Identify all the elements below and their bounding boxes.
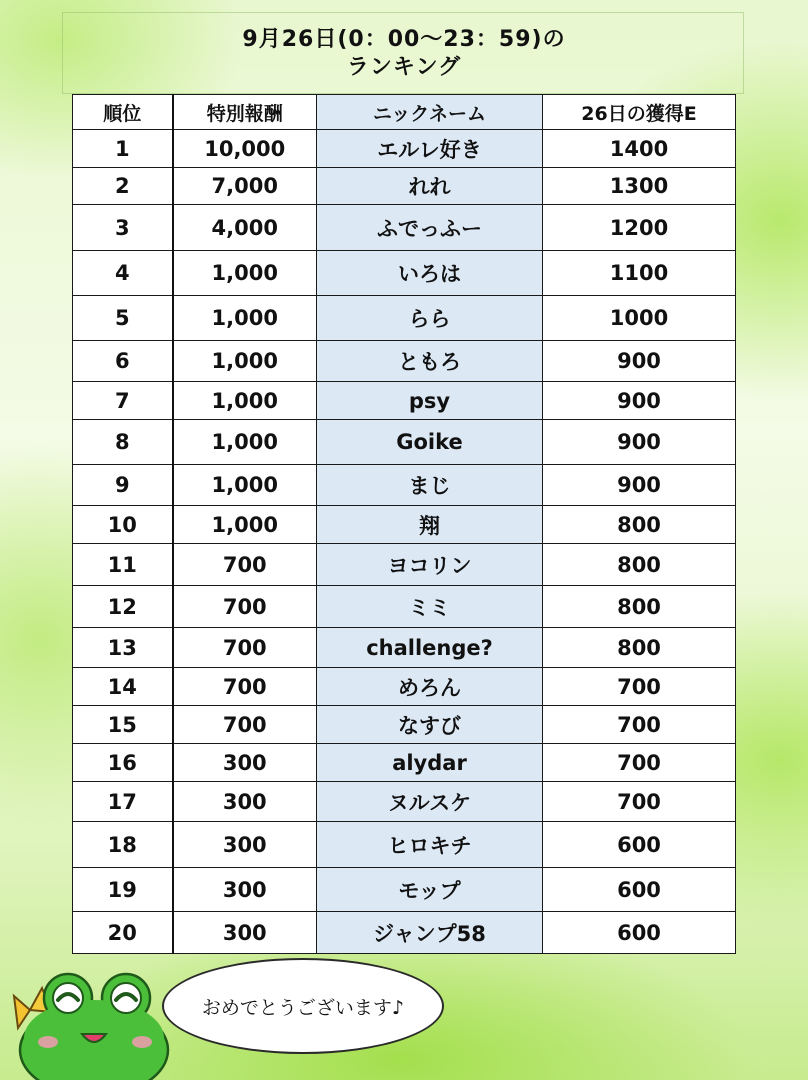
nickname-cell: ヌルスケ <box>317 782 543 822</box>
rank-cell: 13 <box>73 628 173 668</box>
frog-mascot-icon <box>8 968 178 1080</box>
reward-cell: 7,000 <box>173 168 317 205</box>
table-row <box>73 205 736 251</box>
rank-cell: 3 <box>73 205 173 251</box>
score-cell: 900 <box>543 420 736 465</box>
nickname-cell: モップ <box>317 868 543 912</box>
rank-cell: 17 <box>73 782 173 822</box>
nickname-cell: エルレ好き <box>317 130 543 168</box>
score-cell: 900 <box>543 341 736 382</box>
score-cell: 600 <box>543 822 736 868</box>
nickname-cell: ジャンプ58 <box>317 912 543 954</box>
table-row <box>73 744 736 782</box>
table-row <box>73 420 736 465</box>
ranking-table <box>72 94 736 954</box>
rank-cell: 14 <box>73 668 173 706</box>
reward-cell: 300 <box>173 912 317 954</box>
rank-cell: 16 <box>73 744 173 782</box>
nickname-cell: ヒロキチ <box>317 822 543 868</box>
score-cell: 700 <box>543 706 736 744</box>
nickname-cell: れれ <box>317 168 543 205</box>
title-line-1: 9月26日(0：00～23：59)の <box>242 27 566 52</box>
reward-cell: 1,000 <box>173 296 317 341</box>
reward-cell: 1,000 <box>173 251 317 296</box>
score-cell: 900 <box>543 382 736 420</box>
rank-cell: 4 <box>73 251 173 296</box>
nickname-cell: alydar <box>317 744 543 782</box>
table-row <box>73 668 736 706</box>
speech-bubble <box>162 958 444 1054</box>
reward-cell: 300 <box>173 868 317 912</box>
nickname-cell: めろん <box>317 668 543 706</box>
reward-cell: 700 <box>173 544 317 586</box>
rank-cell: 1 <box>73 130 173 168</box>
table-row <box>73 586 736 628</box>
table-row <box>73 341 736 382</box>
rank-cell: 12 <box>73 586 173 628</box>
rank-cell: 9 <box>73 465 173 506</box>
score-cell: 1200 <box>543 205 736 251</box>
score-cell: 800 <box>543 544 736 586</box>
reward-cell: 1,000 <box>173 341 317 382</box>
nickname-cell: 翔 <box>317 506 543 544</box>
table-row <box>73 628 736 668</box>
reward-cell: 10,000 <box>173 130 317 168</box>
rank-cell: 18 <box>73 822 173 868</box>
table-row <box>73 251 736 296</box>
table-row <box>73 296 736 341</box>
rank-cell: 7 <box>73 382 173 420</box>
table-row <box>73 168 736 205</box>
table-row <box>73 706 736 744</box>
nickname-cell: psy <box>317 382 543 420</box>
reward-cell: 1,000 <box>173 382 317 420</box>
reward-cell: 700 <box>173 668 317 706</box>
reward-cell: 300 <box>173 744 317 782</box>
table-header-row <box>73 95 736 130</box>
score-cell: 700 <box>543 782 736 822</box>
reward-cell: 1,000 <box>173 420 317 465</box>
nickname-cell: ふでっふー <box>317 205 543 251</box>
table-row <box>73 465 736 506</box>
header-nickname: ニックネーム <box>317 95 543 130</box>
rank-cell: 19 <box>73 868 173 912</box>
nickname-cell: ヨコリン <box>317 544 543 586</box>
speech-bubble-text: おめでとうございます♪ <box>201 996 405 1019</box>
table-row <box>73 868 736 912</box>
table-row <box>73 822 736 868</box>
score-cell: 1000 <box>543 296 736 341</box>
rank-cell: 20 <box>73 912 173 954</box>
table-row <box>73 130 736 168</box>
reward-cell: 300 <box>173 822 317 868</box>
score-cell: 800 <box>543 628 736 668</box>
rank-cell: 2 <box>73 168 173 205</box>
score-cell: 700 <box>543 668 736 706</box>
score-cell: 900 <box>543 465 736 506</box>
reward-cell: 300 <box>173 782 317 822</box>
nickname-cell: ともろ <box>317 341 543 382</box>
nickname-cell: ミミ <box>317 586 543 628</box>
title-line-2: ランキング <box>346 55 462 80</box>
score-cell: 800 <box>543 586 736 628</box>
table-row <box>73 382 736 420</box>
nickname-cell: まじ <box>317 465 543 506</box>
table-row <box>73 912 736 954</box>
score-cell: 1300 <box>543 168 736 205</box>
page-title <box>0 26 808 82</box>
header-score: 26日の獲得E <box>543 95 736 130</box>
table-row <box>73 782 736 822</box>
header-reward: 特別報酬 <box>173 95 317 130</box>
nickname-cell: いろは <box>317 251 543 296</box>
score-cell: 700 <box>543 744 736 782</box>
reward-cell: 1,000 <box>173 506 317 544</box>
reward-cell: 4,000 <box>173 205 317 251</box>
rank-cell: 5 <box>73 296 173 341</box>
rank-cell: 8 <box>73 420 173 465</box>
nickname-cell: らら <box>317 296 543 341</box>
nickname-cell: challenge? <box>317 628 543 668</box>
nickname-cell: Goike <box>317 420 543 465</box>
rank-cell: 11 <box>73 544 173 586</box>
score-cell: 800 <box>543 506 736 544</box>
score-cell: 600 <box>543 912 736 954</box>
reward-cell: 700 <box>173 706 317 744</box>
reward-cell: 700 <box>173 628 317 668</box>
nickname-cell: なすび <box>317 706 543 744</box>
score-cell: 600 <box>543 868 736 912</box>
table-row <box>73 506 736 544</box>
score-cell: 1400 <box>543 130 736 168</box>
score-cell: 1100 <box>543 251 736 296</box>
rank-cell: 15 <box>73 706 173 744</box>
reward-cell: 700 <box>173 586 317 628</box>
ranking-table-body <box>73 130 736 954</box>
rank-cell: 10 <box>73 506 173 544</box>
rank-cell: 6 <box>73 341 173 382</box>
table-row <box>73 544 736 586</box>
reward-cell: 1,000 <box>173 465 317 506</box>
header-rank: 順位 <box>73 95 173 130</box>
